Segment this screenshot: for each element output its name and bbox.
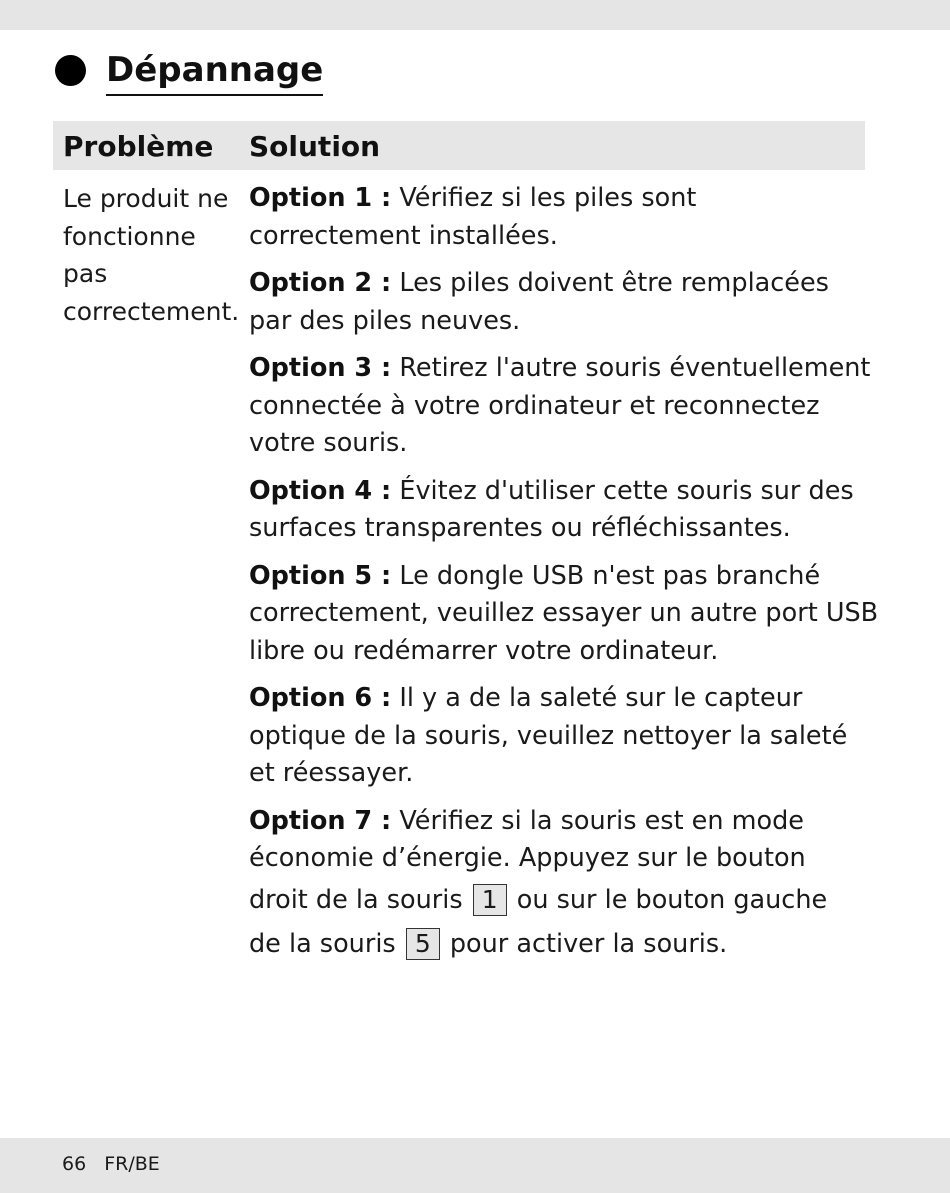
solution-option-6 (249, 680, 869, 793)
option-text: droit de la souris (249, 884, 471, 915)
option-text: correctement installées. (249, 220, 558, 251)
problem-text-line: fonctionne (63, 221, 196, 251)
problem-text-line: pas (63, 259, 108, 288)
column-header-solution: Solution (249, 130, 381, 163)
locale-code: FR/BE (104, 1153, 160, 1175)
option-text: connectée à votre ordinateur et reconnectez (249, 390, 820, 421)
option-text: de la souris (249, 928, 404, 959)
solution-option-4 (249, 473, 869, 548)
option-text: Vérifiez si la souris est en mode (391, 805, 804, 836)
option-label: Option 4 : (249, 475, 392, 506)
option-label: Option 7 : (249, 805, 392, 836)
option-text: économie d’énergie. Appuyez sur le bouton (249, 843, 806, 873)
page-number: 66 (62, 1153, 87, 1175)
option-text: Évitez d'utiliser cette souris sur des (391, 475, 854, 506)
problem-cell (63, 180, 243, 330)
option-text: Vérifiez si les piles sont (391, 183, 697, 213)
problem-text-line: correctement. (63, 296, 240, 326)
option-text: pour activer la souris. (441, 928, 728, 959)
option-text: ou sur le bouton gauche (508, 884, 828, 915)
option-text: optique de la souris, veuillez nettoyer la saleté (249, 720, 848, 751)
solution-option-3 (249, 350, 869, 463)
solution-option-5 (249, 558, 879, 671)
option-label: Option 6 : (249, 683, 392, 713)
button-reference-1: 1 (473, 884, 507, 916)
solution-cell (249, 180, 879, 976)
option-label: Option 5 : (249, 560, 392, 591)
section-bullet-icon (55, 55, 86, 86)
option-text: et réessayer. (249, 758, 414, 788)
column-header-problem: Problème (63, 130, 214, 163)
option-text: Les piles doivent être remplacées (391, 268, 829, 298)
option-text: Il y a de la saleté sur le capteur (391, 683, 803, 713)
option-text: par des piles neuves. (249, 305, 521, 336)
solution-option-7 (249, 803, 869, 966)
button-reference-5: 5 (406, 928, 440, 960)
problem-text-line: Le produit ne (63, 184, 229, 213)
option-text: Le dongle USB n'est pas branché (391, 560, 821, 591)
option-text: libre ou redémarrer votre ordinateur. (249, 635, 719, 666)
option-label: Option 3 : (249, 353, 392, 383)
option-text: correctement, veuillez essayer un autre port USB (249, 598, 879, 628)
section-title: Dépannage (106, 48, 323, 96)
solution-option-2 (249, 265, 869, 340)
option-text: surfaces transparentes ou réfléchissantes. (249, 513, 791, 543)
option-text: Retirez l'autre souris éventuellement (391, 353, 871, 383)
top-margin-band (0, 0, 950, 30)
option-label: Option 1 : (249, 183, 392, 213)
option-label: Option 2 : (249, 268, 392, 298)
solution-option-1 (249, 180, 869, 255)
option-text: votre souris. (249, 428, 408, 458)
footer (62, 1153, 160, 1175)
